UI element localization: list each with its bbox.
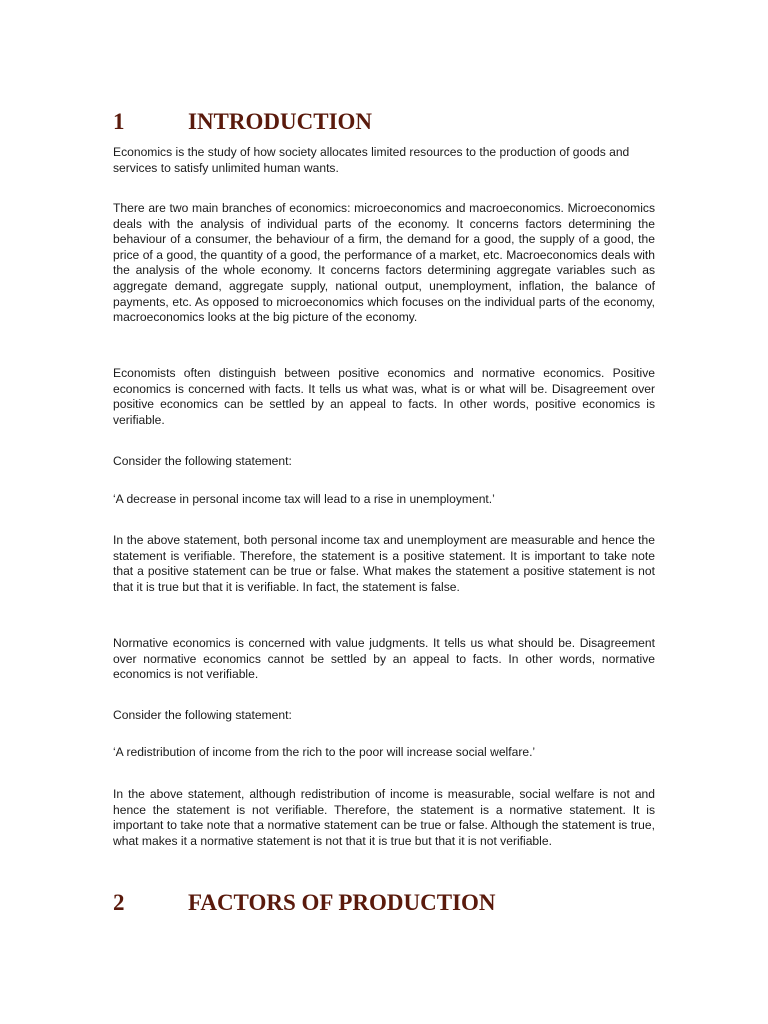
paragraph-consider-2: Consider the following statement: (113, 708, 292, 722)
section-title: FACTORS OF PRODUCTION (188, 890, 496, 915)
paragraph-definition: Economics is the study of how society allocates limited resources to the production of goods and services to satisfy unlimited human wants. (113, 145, 630, 175)
section-heading-introduction (113, 109, 673, 135)
paragraph-normative-statement-quote: ‘A redistribution of income from the rich to the poor will increase social welfare.’ (113, 745, 536, 759)
section-number: 1 (113, 109, 125, 134)
paragraph-positive-statement-quote: ‘A decrease in personal income tax will lead to a rise in unemployment.’ (113, 492, 495, 506)
section-heading-factors-of-production (113, 890, 673, 916)
paragraph-normative-explanation: In the above statement, although redistribution of income is measurable, social welfare is not and hence the statement is not verifiable. Therefore, the statement is a normative statement. It is important to take note that a normative statement can be true or false. Although the statement is true, what makes it a normative statement is not that it is true but that it is not verifiable. (113, 787, 655, 848)
paragraph-positive-explanation: In the above statement, both personal income tax and unemployment are measurable and hence the statement is verifiable. Therefore, the statement is a positive statement. It is important to take note that a positive statement can be true or false. What makes the statement a positive statement is not that it is true but that it is verifiable. In fact, the statement is false. (113, 533, 655, 594)
paragraph-branches: There are two main branches of economics: microeconomics and macroeconomics. Microeconomics deals with the analysis of individual parts of the economy. It concerns factors determining the behaviour of a consumer, the behaviour of a firm, the demand for a good, the supply of a good, the price of a good, the quantity of a good, the performance of a market, etc. Macroeconomics deals with the analysis of the whole economy. It concerns factors determining aggregate variables such as aggregate demand, aggregate supply, national output, unemployment, inflation, the balance of payments, etc. As opposed to microeconomics which focuses on the individual parts of the economy, macroeconomics looks at the big picture of the economy. (113, 201, 655, 325)
section-number: 2 (113, 890, 125, 915)
section-title: INTRODUCTION (188, 109, 373, 134)
paragraph-normative-economics: Normative economics is concerned with value judgments. It tells us what should be. Disagreement over normative economics cannot be settled by an appeal to facts. In other words, normative economics is not verifiable. (113, 636, 655, 682)
paragraph-consider-1: Consider the following statement: (113, 454, 292, 468)
paragraph-positive-economics: Economists often distinguish between positive economics and normative economics. Positive economics is concerned with facts. It tells us what was, what is or what will be. Disagreement over positive economics can be settled by an appeal to facts. In other words, positive economics is verifiable. (113, 366, 655, 427)
